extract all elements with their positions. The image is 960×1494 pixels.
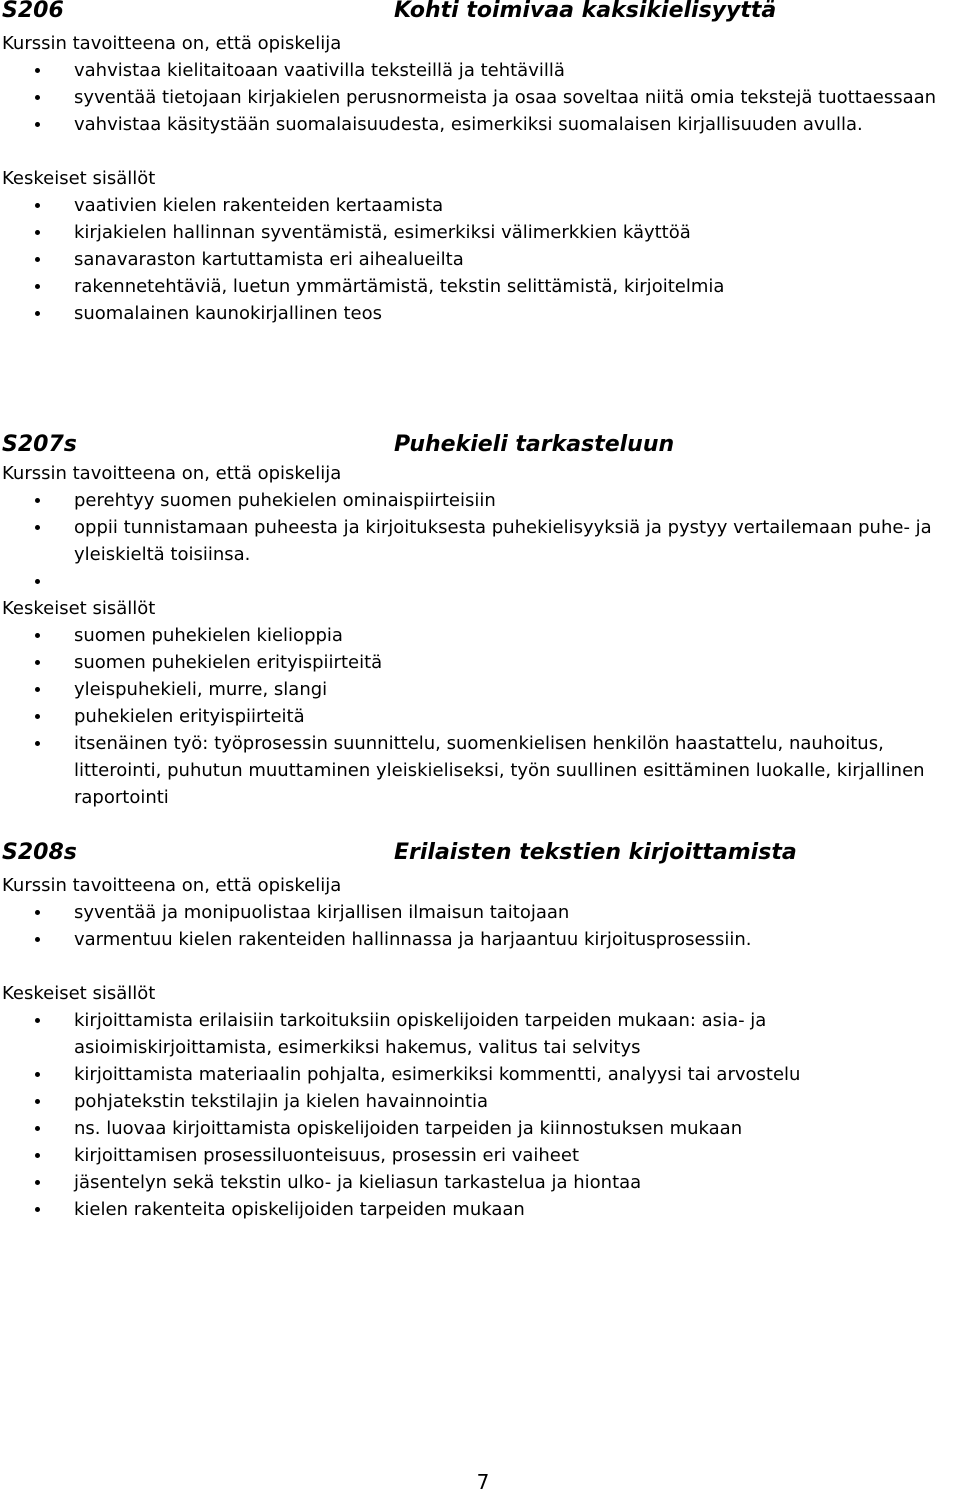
bullet-icon xyxy=(35,230,40,235)
content-text: itsenäinen työ: työprosessin suunnittelu, suomenkielisen henkilön haastattelu, nauhoitus, litterointi, puhutun muuttaminen yleiskieliseksi, työn suullinen esittäminen luokalle, kirjallinen raportointi xyxy=(74,733,925,808)
bullet-icon xyxy=(35,311,40,316)
content-item xyxy=(0,246,960,273)
content-item xyxy=(0,300,960,327)
bullet-icon xyxy=(35,525,40,530)
bullet-icon xyxy=(35,1153,40,1158)
bullet-icon xyxy=(35,660,40,665)
course-section-s206 xyxy=(0,0,960,327)
content-text: vaativien kielen rakenteiden kertaamista xyxy=(74,195,444,216)
content-text: yleispuhekieli, murre, slangi xyxy=(74,679,328,700)
course-heading xyxy=(0,0,960,24)
content-item xyxy=(0,273,960,300)
content-item xyxy=(0,730,960,811)
bullet-icon xyxy=(35,633,40,638)
goals-list xyxy=(0,899,960,953)
content-item xyxy=(0,1061,960,1088)
bullet-icon xyxy=(35,1099,40,1104)
contents-label: Keskeiset sisällöt xyxy=(2,168,156,189)
goals-label: Kurssin tavoitteena on, että opiskelija xyxy=(2,33,342,54)
bullet-icon xyxy=(35,741,40,746)
bullet-icon xyxy=(35,1180,40,1185)
content-item xyxy=(0,192,960,219)
content-text: sanavaraston kartuttamista eri aihealueilta xyxy=(74,249,464,270)
content-text: kirjoittamista erilaisiin tarkoituksiin opiskelijoiden tarpeiden mukaan: asia- ja asioimiskirjoittamista, esimerkiksi hakemus, valitus tai selvitys xyxy=(74,1010,767,1058)
content-item xyxy=(0,1169,960,1196)
content-text: rakennetehtäviä, luetun ymmärtämistä, tekstin selittämistä, kirjoitelmia xyxy=(74,276,725,297)
course-title: Kohti toimivaa kaksikielisyyttä xyxy=(394,0,777,23)
goal-item xyxy=(0,926,960,953)
course-code: S206 xyxy=(2,0,64,23)
content-item xyxy=(0,676,960,703)
content-item xyxy=(0,1196,960,1223)
goal-item xyxy=(0,57,960,84)
goal-item xyxy=(0,111,960,138)
content-item xyxy=(0,622,960,649)
goal-text: oppii tunnistamaan puheesta ja kirjoituksesta puhekielisyyksiä ja pystyy vertailemaan puhe- ja yleiskieltä toisiinsa. xyxy=(74,517,932,565)
content-item xyxy=(0,1007,960,1061)
goal-text: varmentuu kielen rakenteiden hallinnassa ja harjaantuu kirjoitusprosessiin. xyxy=(74,929,752,950)
bullet-icon xyxy=(35,1126,40,1131)
content-text: suomen puhekielen erityispiirteitä xyxy=(74,652,383,673)
bullet-icon xyxy=(35,284,40,289)
goals-list xyxy=(0,57,960,138)
content-text: suomalainen kaunokirjallinen teos xyxy=(74,303,382,324)
goal-item xyxy=(0,514,960,568)
bullet-icon xyxy=(35,1072,40,1077)
content-text: pohjatekstin tekstilajin ja kielen havainnointia xyxy=(74,1091,489,1112)
goals-label: Kurssin tavoitteena on, että opiskelija xyxy=(2,875,342,896)
content-text: puhekielen erityispiirteitä xyxy=(74,706,305,727)
bullet-icon xyxy=(35,68,40,73)
goal-item xyxy=(0,899,960,926)
course-title: Erilaisten tekstien kirjoittamista xyxy=(394,840,797,865)
bullet-icon xyxy=(35,122,40,127)
goals-list xyxy=(0,487,960,595)
bullet-icon xyxy=(35,687,40,692)
course-code: S208s xyxy=(2,840,77,865)
content-text: kirjoittamista materiaalin pohjalta, esimerkiksi kommentti, analyysi tai arvostelu xyxy=(74,1064,801,1085)
course-heading xyxy=(0,432,960,458)
goal-text: vahvistaa käsitystään suomalaisuudesta, esimerkiksi suomalaisen kirjallisuuden avulla. xyxy=(74,114,863,135)
goal-text: vahvistaa kielitaitoaan vaativilla teksteillä ja tehtävillä xyxy=(74,60,565,81)
bullet-icon xyxy=(35,579,40,584)
content-text: kirjakielen hallinnan syventämistä, esimerkiksi välimerkkien käyttöä xyxy=(74,222,691,243)
bullet-icon xyxy=(35,95,40,100)
content-text: suomen puhekielen kielioppia xyxy=(74,625,343,646)
goal-text: syventää ja monipuolistaa kirjallisen ilmaisun taitojaan xyxy=(74,902,570,923)
goal-text: perehtyy suomen puhekielen ominaispiirteisiin xyxy=(74,490,496,511)
content-text: jäsentelyn sekä tekstin ulko- ja kieliasun tarkastelua ja hiontaa xyxy=(74,1172,642,1193)
contents-label: Keskeiset sisällöt xyxy=(2,983,156,1004)
bullet-icon xyxy=(35,714,40,719)
content-item xyxy=(0,703,960,730)
goal-item xyxy=(0,84,960,111)
bullet-icon xyxy=(35,257,40,262)
goals-label: Kurssin tavoitteena on, että opiskelija xyxy=(2,463,342,484)
content-text: kielen rakenteita opiskelijoiden tarpeiden mukaan xyxy=(74,1199,525,1220)
course-heading xyxy=(0,840,960,866)
goal-text: syventää tietojaan kirjakielen perusnormeista ja osaa soveltaa niitä omia tekstejä tuottaessaan xyxy=(74,87,937,108)
course-title: Puhekieli tarkasteluun xyxy=(394,432,675,457)
contents-list xyxy=(0,192,960,327)
content-text: kirjoittamisen prosessiluonteisuus, prosessin eri vaiheet xyxy=(74,1145,580,1166)
contents-label: Keskeiset sisällöt xyxy=(2,598,156,619)
bullet-icon xyxy=(35,203,40,208)
page-number: 7 xyxy=(476,1470,490,1494)
bullet-icon xyxy=(35,910,40,915)
goal-item xyxy=(0,568,960,595)
content-item xyxy=(0,1115,960,1142)
content-item xyxy=(0,649,960,676)
goal-item xyxy=(0,487,960,514)
bullet-icon xyxy=(35,1018,40,1023)
content-item xyxy=(0,1142,960,1169)
bullet-icon xyxy=(35,937,40,942)
course-section-s208s xyxy=(0,840,960,1223)
contents-list xyxy=(0,622,960,811)
content-item xyxy=(0,1088,960,1115)
content-item xyxy=(0,219,960,246)
content-text: ns. luovaa kirjoittamista opiskelijoiden tarpeiden ja kiinnostuksen mukaan xyxy=(74,1118,743,1139)
bullet-icon xyxy=(35,498,40,503)
contents-list xyxy=(0,1007,960,1223)
course-code: S207s xyxy=(2,432,77,457)
bullet-icon xyxy=(35,1207,40,1212)
course-section-s207s xyxy=(0,432,960,811)
